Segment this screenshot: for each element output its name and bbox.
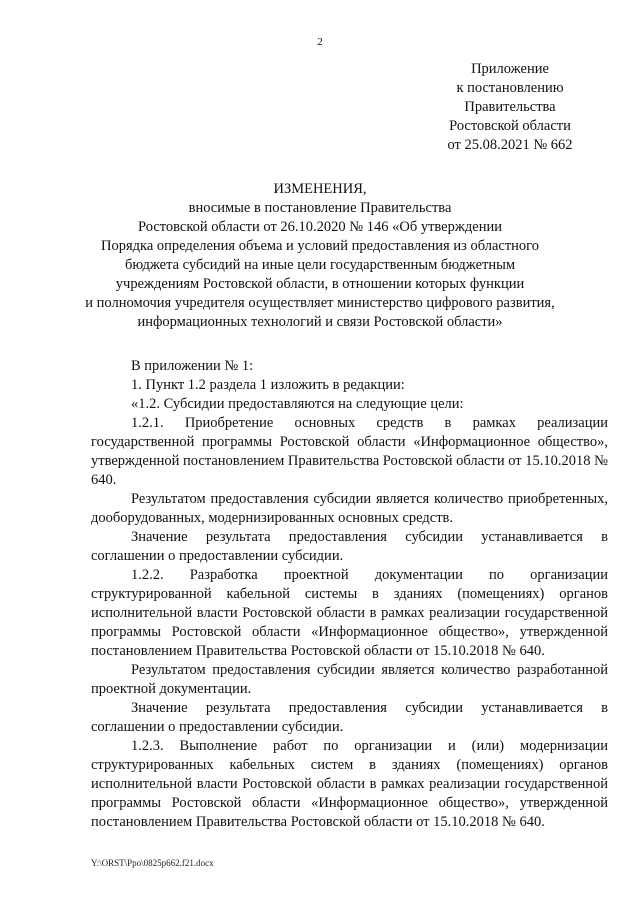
appendix-line: Приложение <box>471 61 549 77</box>
paragraph: 1.2.2. Разработка проектной документации по организации структурированной кабельной системы в зданиях (помещениях) органов исполнительной власти Ростовской области в рамках реализации государственной программы Ростовской области «Информационное общество», утвержденной постановлением Правительства Ростовской области от 15.10.2018 № 640. <box>91 567 608 659</box>
title-line: вносимые в постановление Правительства <box>188 200 452 216</box>
paragraph: Значение результата предоставления субсидии устанавливается в соглашении о предоставлении субсидии. <box>91 529 608 564</box>
appendix-line: к постановлению <box>456 80 564 96</box>
paragraph: Результатом предоставления субсидии является количество приобретенных, дооборудованных, модернизированных основных средств. <box>91 491 608 526</box>
appendix-line: Ростовской области <box>449 118 571 134</box>
paragraph: Результатом предоставления субсидии является количество разработанной проектной документации. <box>91 662 608 697</box>
paragraph: 1.2.1. Приобретение основных средств в рамках реализации государственной программы Ростовской области «Информационное общество», утвержденной постановлением Правительства Ростовской области от 15.10.2018 № 640. <box>91 415 608 488</box>
paragraph: «1.2. Субсидии предоставляются на следующие цели: <box>131 396 464 412</box>
title-line: информационных технологий и связи Ростовской области» <box>137 314 503 330</box>
appendix-header <box>430 60 590 155</box>
document-title <box>70 180 570 332</box>
paragraph: В приложении № 1: <box>131 358 254 374</box>
title-line: Ростовской области от 26.10.2020 № 146 «Об утверждении <box>138 219 502 235</box>
appendix-line: от 25.08.2021 № 662 <box>447 137 573 153</box>
title-line: учреждениям Ростовской области, в отношении которых функции <box>115 276 525 292</box>
title-line: Порядка определения объема и условий предоставления из областного <box>100 238 540 254</box>
paragraph: Значение результата предоставления субсидии устанавливается в соглашении о предоставлении субсидии. <box>91 700 608 735</box>
appendix-line: Правительства <box>464 99 556 115</box>
paragraph: 1. Пункт 1.2 раздела 1 изложить в редакции: <box>131 377 405 393</box>
page-number: 2 <box>317 36 323 48</box>
title-line: ИЗМЕНЕНИЯ, <box>273 181 367 197</box>
title-line: и полномочия учредителя осуществляет министерство цифрового развития, <box>85 295 555 311</box>
title-line: бюджета субсидий на иные цели государственным бюджетным <box>124 257 516 273</box>
file-path-footer: Y:\ORST\Ppo\0825p662.f21.docx <box>91 858 214 868</box>
document-body <box>91 357 608 832</box>
paragraph: 1.2.3. Выполнение работ по организации и (или) модернизации структурированных кабельных систем в зданиях (помещениях) органов исполнительной власти Ростовской области в рамках реализации государственной программы Ростовской области «Информационное общество», утвержденной постановлением Правительства Ростовской области от 15.10.2018 № 640. <box>91 738 608 830</box>
